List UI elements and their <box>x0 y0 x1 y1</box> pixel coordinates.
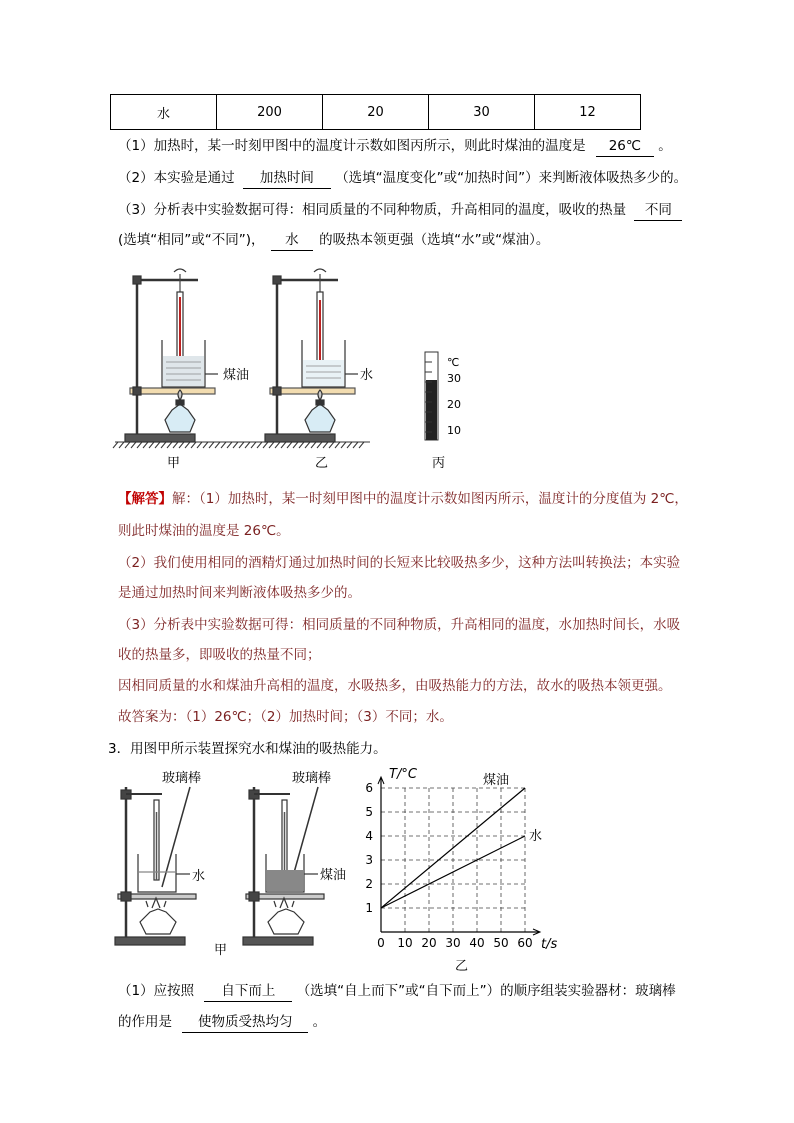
x-tick-label: 40 <box>469 936 485 950</box>
answer-blank: 使物质受热均匀 <box>182 1012 308 1033</box>
answer-blank: 加热时间 <box>243 168 331 189</box>
liquid-label-kerosene: 煤油 <box>223 368 250 383</box>
question-text: （1）应按照 <box>118 983 195 999</box>
hatch-mark <box>359 442 364 448</box>
hatch-mark <box>287 442 292 448</box>
table-cell: 30 <box>429 95 535 130</box>
hatch-mark <box>173 442 178 448</box>
answer-blank: 26℃ <box>596 136 654 157</box>
question-text: 的吸热本领更强（选填“水”或“煤油）。 <box>319 232 550 248</box>
question-3-line-2 <box>118 1012 326 1033</box>
hatch-mark <box>263 442 268 448</box>
table-row <box>111 95 641 130</box>
ground-hatching <box>113 442 370 448</box>
hatch-mark <box>245 442 250 448</box>
question-text: 的作用是 <box>118 1014 172 1030</box>
caption-a: 甲 <box>214 943 228 958</box>
hatch-mark <box>353 442 358 448</box>
hatch-mark <box>113 442 118 448</box>
table-cell: 20 <box>323 95 429 130</box>
chart-grid <box>381 788 525 932</box>
setup-b <box>265 269 358 442</box>
x-tick-label: 60 <box>517 936 533 950</box>
hatch-mark <box>227 442 232 448</box>
hatch-mark <box>221 442 226 448</box>
solution-line: （2）我们使用相同的酒精灯通过加热时间的长短来比较吸热多少，这种方法叫转换法；本实验 <box>118 555 681 571</box>
heating-apparatus-figure <box>110 262 490 477</box>
solution-line: 因相同质量的水和煤油升高相的温度，水吸热多，由吸热能力的方法，故水的吸热本领更强。 <box>118 678 672 694</box>
series-label: 水 <box>529 829 543 844</box>
hatch-mark <box>257 442 262 448</box>
liquid-label-water: 水 <box>360 368 374 383</box>
chart-ticks <box>365 781 532 950</box>
hatch-mark <box>335 442 340 448</box>
hatch-mark <box>329 442 334 448</box>
y-tick-label: 6 <box>365 781 373 795</box>
x-tick-label: 50 <box>493 936 509 950</box>
question-line-3 <box>118 200 682 221</box>
hatch-mark <box>341 442 346 448</box>
y-tick-label: 5 <box>365 805 373 819</box>
hatch-mark <box>149 442 154 448</box>
solution-text: 解：（1）加热时，某一时刻甲图中的温度计示数如图丙所示，温度计的分度值为 2℃， <box>172 491 688 507</box>
data-table <box>110 94 641 130</box>
setup-a <box>125 269 218 442</box>
question-text: （1）加热时，某一时刻甲图中的温度计示数如图丙所示，则此时煤油的温度是 <box>118 138 586 154</box>
hatch-mark <box>317 442 322 448</box>
hatch-mark <box>197 442 202 448</box>
table-cell: 水 <box>111 95 217 130</box>
hatch-mark <box>179 442 184 448</box>
hatch-mark <box>239 442 244 448</box>
hatch-mark <box>119 442 124 448</box>
thermometer-tick: 30 <box>447 372 461 385</box>
solution-answer: 故答案为：（1）26℃；（2）加热时间；（3）不同；水。 <box>118 709 453 725</box>
y-tick-label: 3 <box>365 853 373 867</box>
question-3-line-1 <box>118 981 676 1002</box>
question-line-4 <box>118 230 549 251</box>
question-text: 。 <box>658 138 672 154</box>
table-cell: 200 <box>217 95 323 130</box>
hatch-mark <box>347 442 352 448</box>
stirring-apparatus-figure <box>110 762 360 962</box>
thermometer-c <box>425 352 461 440</box>
hatch-mark <box>185 442 190 448</box>
liquid-label-water: 水 <box>192 869 206 884</box>
solution-line: （3）分析表中实验数据可得：相同质量的不同种物质，升高相同的温度，水加热时间长，水吸 <box>118 617 681 633</box>
y-tick-label: 4 <box>365 829 373 843</box>
thermometer-tick: 10 <box>447 424 461 437</box>
hatch-mark <box>269 442 274 448</box>
hatch-mark <box>275 442 280 448</box>
series-label: 煤油 <box>483 773 510 788</box>
hatch-mark <box>143 442 148 448</box>
x-tick-label: 20 <box>421 936 437 950</box>
thermometer-tick: 20 <box>447 398 461 411</box>
table-cell: 12 <box>535 95 641 130</box>
hatch-mark <box>311 442 316 448</box>
y-axis-label: T/°C <box>389 767 417 782</box>
hatch-mark <box>167 442 172 448</box>
caption-a: 甲 <box>167 456 181 471</box>
rod-label: 玻璃棒 <box>292 771 332 786</box>
solution-line: 则此时煤油的温度是 26℃。 <box>118 523 290 539</box>
setup-kerosene <box>243 787 324 945</box>
answer-blank: 自下而上 <box>204 981 292 1002</box>
rod-label: 玻璃棒 <box>162 771 202 786</box>
y-tick-label: 2 <box>365 877 373 891</box>
solution-line: 收的热量多，即吸收的热量不同； <box>118 647 321 663</box>
hatch-mark <box>305 442 310 448</box>
caption-c: 丙 <box>432 456 446 471</box>
solution-line <box>118 489 688 509</box>
hatch-mark <box>191 442 196 448</box>
chart-axes <box>378 777 543 935</box>
hatch-mark <box>323 442 328 448</box>
hatch-mark <box>251 442 256 448</box>
question-text: （2）本实验是通过 <box>118 170 235 186</box>
hatch-mark <box>137 442 142 448</box>
answer-blank: 水 <box>271 230 313 251</box>
answer-blank: 不同 <box>634 200 682 221</box>
hatch-mark <box>299 442 304 448</box>
liquid-label-kerosene: 煤油 <box>320 868 347 883</box>
question-text: (选填“相同”或“不同”)， <box>118 232 265 248</box>
solution-tag: 【解答】 <box>118 491 172 507</box>
chart-caption: 乙 <box>455 959 469 974</box>
hatch-mark <box>233 442 238 448</box>
solution-line: 是通过加热时间来判断液体吸热多少的。 <box>118 585 361 601</box>
question-text: 。 <box>312 1014 327 1030</box>
x-tick-label: 10 <box>397 936 413 950</box>
x-axis-label: t/s <box>541 937 558 952</box>
caption-b: 乙 <box>315 456 329 471</box>
hatch-mark <box>209 442 214 448</box>
thermometer-unit: ℃ <box>447 356 460 369</box>
question-text: （3）分析表中实验数据可得：相同质量的不同种物质，升高相同的温度，吸收的热量 <box>118 202 627 218</box>
question-line-2 <box>118 168 687 189</box>
setup-water <box>115 787 196 945</box>
question-text: （选填“温度变化”或“加热时间”）来判断液体吸热多少的。 <box>335 170 688 186</box>
hatch-mark <box>131 442 136 448</box>
question-line-1 <box>118 136 672 157</box>
hatch-mark <box>203 442 208 448</box>
hatch-mark <box>281 442 286 448</box>
hatch-mark <box>125 442 130 448</box>
y-tick-label: 1 <box>365 901 373 915</box>
hatch-mark <box>161 442 166 448</box>
x-tick-label: 0 <box>377 936 385 950</box>
question-text: （选填“自上而下”或“自下而上”）的顺序组装实验器材：玻璃棒 <box>296 983 676 999</box>
question-3-title: 3．用图甲所示装置探究水和煤油的吸热能力。 <box>108 741 387 757</box>
x-tick-label: 30 <box>445 936 461 950</box>
hatch-mark <box>293 442 298 448</box>
temperature-time-chart <box>355 760 570 980</box>
hatch-mark <box>155 442 160 448</box>
hatch-mark <box>215 442 220 448</box>
